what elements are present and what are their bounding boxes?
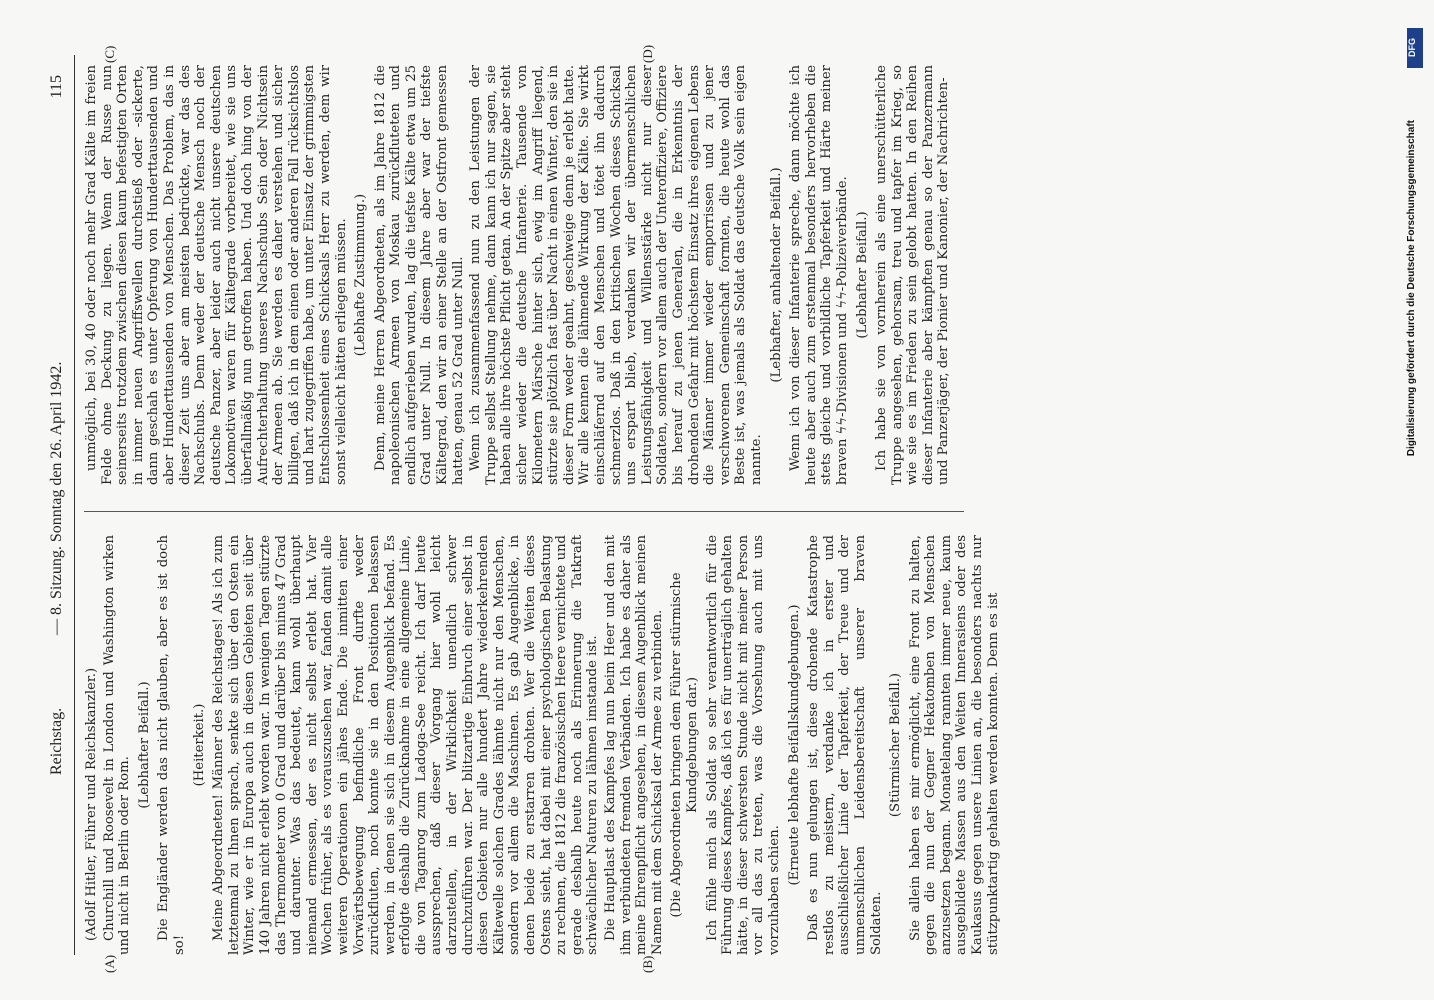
paragraph: Die Hauptlast des Kampfes lag nun beim Heer und den mit ihm verbündeten fremden Verbänden. Ich habe es daher als meine Ehrenpflicht angesehen, in diesem Augenblick meinen Namen mit dem Schicksal der Armee zu verbinden. [603, 535, 665, 955]
paragraph: (Adolf Hitler, Führer und Reichskanzler.) [84, 667, 99, 941]
header-rule [74, 55, 75, 955]
stage-direction: (Heiterkeit.) [191, 703, 207, 787]
margin-label-a: (A) [102, 954, 117, 973]
side-credit-text: Digitalisierung gefördert durch die Deutsche Forschungsgemeinschaft [1406, 120, 1417, 457]
paragraph: Meine Abgeordneten! Männer des Reichstages! Als ich zum letztenmal zu Ihnen sprach, senkte sich über den Osten ein Winter, wie er in Europa auch in diesen Gebieten seit über 140 Jahren nicht erlebt worden war. In wenigen Tagen stürzte das Thermometer von 0 Grad und darüber bis minus 47 Grad und darunter. Was das bedeutet, kann wohl überhaupt niemand ermessen, der es nicht selbst erlebt hat. Vier Wochen früher, als es vorauszusehen war, fanden damit alle weiteren Operationen ein jähes Ende. Die inmitten einer Vorwärtsbewegung befindliche Front durfte weder zurückfluten, noch konnte sie in den Positionen belassen werden, in denen sie sich in diesem Augenblick befand. Es erfolgte deshalb die Zurücknahme in eine allgemeine Linie, die von Taganrog zum Ladoga-See reicht. Ich darf heute aussprechen, daß dieser Vorgang hier wohl leicht darzustellen, in der Wirklichkeit unendlich schwer durchzuführen war. Der blitzartige Einbruch einer selbst in diesen Gebieten nur alle hundert Jahre wiederkehrenden Kältewelle solchen Grades lähmte nicht nur den Menschen, sondern vor allem die Maschinen. Es gab Augenblicke, in denen beide zu erstarren drohten. Wer die Weiten dieses Ostens sieht, hat dabei mit einer psychologischen Belastung zu rechnen, die 1812 die französischen Heere vernichtete und gerade deshalb heute noch als Erinnerung die Tatkraft schwächlicher Naturen zu lähmen imstande ist. [211, 535, 601, 955]
left-column [84, 535, 1003, 955]
paragraph: Sie allein haben es mir ermöglicht, eine Front zu halten, gegen die nun der Gegner Hekatomben von Menschen anzusetzen begann. Monatelang rannten immer neue, kaum ausgebildete Massen aus den Weiten Innerasiens oder des Kaukasus gegen unsere Linien an, die besonders nachts nur stützpunktartig gehalten werden konnten. Denn es ist [907, 535, 1001, 955]
stage-direction: (Lebhafte Zustimmung.) [353, 193, 369, 357]
margin-label-d: (D) [640, 44, 655, 63]
paragraph: Daß es nun gelungen ist, diese drohende Katastrophe restlos zu meistern, verdanke ich in erster und ausschließlicher Linie der Tapferkeit, der Treue und der unmenschlichen Leidensbereitschaft unserer braven Soldaten. [806, 535, 884, 955]
paragraph: Die Engländer werden das nicht glauben, aber es ist doch so! [156, 535, 187, 955]
rotated-page [40, 35, 1400, 975]
margin-label-c: (C) [102, 45, 117, 63]
side-credit [1406, 20, 1424, 980]
stage-direction: (Erneute lebhafte Beifallskundgebungen.) [786, 604, 802, 886]
paragraph: unmöglich, bei 30, 40 oder noch mehr Grad Kälte im freien Felde ohne Deckung zu liegen. Wenn der Russe nun seinerseits trotzdem zwischen diesen kaum befestigten Orten in immer neuen Angriffswellen durchstieß oder -sickerte, dann geschah es unter Opferung von Hunderttausenden und aber Hunderttausenden von Menschen. Das Problem, das in dieser Zeit uns aber am meisten bedrückte, war das des Nachschubs. Denn weder der deutsche Mensch noch der deutsche Panzer, aber leider auch nicht unsere deutschen Lokomotiven waren für Kältegrade vorbereitet, wie sie uns überfallmäßig nun getroffen haben. Und doch hing von der Aufrechterhaltung unseres Nachschubs Sein oder Nichtsein der Armeen ab. Sie werden es daher verstehen und sicher billigen, daß ich in dem einen oder anderen Fall rücksichtslos und hart zugegriffen habe, um unter Einsatz der grimmigsten Entschlossenheit eines Schicksals Herr zu werden, dem wir sonst vielleicht hätten erliegen müssen. [84, 65, 349, 485]
column-divider [84, 511, 964, 512]
paragraph: Ich fühle mich als Soldat so sehr verantwortlich für die Führung dieses Kampfes, daß ich es für unerträglich gehalten hätte, in dieser schwersten Stunde nicht mit meiner Person vor all das zu treten, was die Vorsehung auch mit uns vorzuhaben schien. [704, 535, 782, 955]
stage-direction: (Lebhafter, anhaltender Beifall.) [768, 167, 784, 383]
stage-direction: (Lebhafter Beifall.) [854, 211, 870, 339]
page-number: 115 [48, 75, 65, 99]
stage-direction: (Stürmischer Beifall.) [888, 672, 904, 818]
paragraph: Ich habe sie von vornherein als eine unerschütterliche Truppe angesehen, gehorsam, treu und tapfer im Krieg, so wie sie es im Frieden zu sein gelobt hatten. In den Reihen dieser Infanterie aber kämpften genau so der Panzermann und Panzerjäger, der Pionier und Kanonier, der Nachrichten- [874, 65, 952, 485]
page-header [48, 55, 72, 955]
dfg-logo: DFG [1407, 28, 1423, 68]
paragraph: Wenn ich zusammenfassend nun zu den Leistungen der Truppe selbst Stellung nehme, dann kann ich nur sagen, sie haben alle ihre höchste Pflicht getan. An der Spitze aber steht sicher wieder die deutsche Infanterie. Tausende von Kilometern Märsche hinter sich, ewig im Angriff liegend, stürzte sie plötzlich fast über Nacht in einen Winter, den sie in dieser Form weder geahnt, geschweige denn je erlebt hatte. Wir alle kennen die lähmende Wirkung der Kälte. Sie wirkt einschläfernd auf den Menschen und tötet ihn dadurch schmerzlos. Daß in den kritischen Wochen dieses Schicksal uns erspart blieb, verdanken wir der übermenschlichen Leistungsfähigkeit und Willensstärke nicht nur dieser Soldaten, sondern vor allem auch der Unteroffiziere, Offiziere bis herauf zu jenen Generalen, die in Erkenntnis der drohenden Gefahr mit höchstem Einsatz ihres eigenen Lebens die Männer immer wieder emporrissen und zu jener verschworenen Gemeinschaft formten, die heute wohl das Beste ist, was jemals als Soldat das deutsche Volk sein eigen nannte. [468, 65, 764, 485]
stage-direction: (Lebhafter Beifall.) [136, 681, 152, 809]
right-column [84, 65, 954, 485]
header-middle: — 8. Sitzung. Sonntag den 26. April 1942. [48, 361, 65, 635]
paragraph: Wenn ich von dieser Infanterie spreche, dann möchte ich heute aber auch zum erstenmal besonders hervorheben die stets gleiche und vorbildliche Tapferkeit und Härte meiner braven ϟϟ-Divisionen und ϟϟ-Polizeiverbände. [788, 65, 850, 485]
stage-direction: (Die Abgeordneten bringen dem Führer stürmische Kundgebungen dar.) [669, 572, 700, 918]
header-left: Reichstag. [48, 707, 65, 775]
margin-label-b: (B) [640, 955, 655, 973]
paragraph: Denn, meine Herren Abgeordneten, als im Jahre 1812 die napoleonischen Armeen von Moskau zurückfluteten und endlich aufgerieben wurden, lag die tiefste Kälte etwa um 25 Grad unter Null. In diesem Jahre aber war der tiefste Kältegrad, den wir an einer Stelle an der Ostfront gemessen hatten, genau 52 Grad unter Null. [372, 65, 466, 485]
paragraph: Churchill und Roosevelt in London und Washington wirken und nicht in Berlin oder Rom. [101, 535, 133, 955]
